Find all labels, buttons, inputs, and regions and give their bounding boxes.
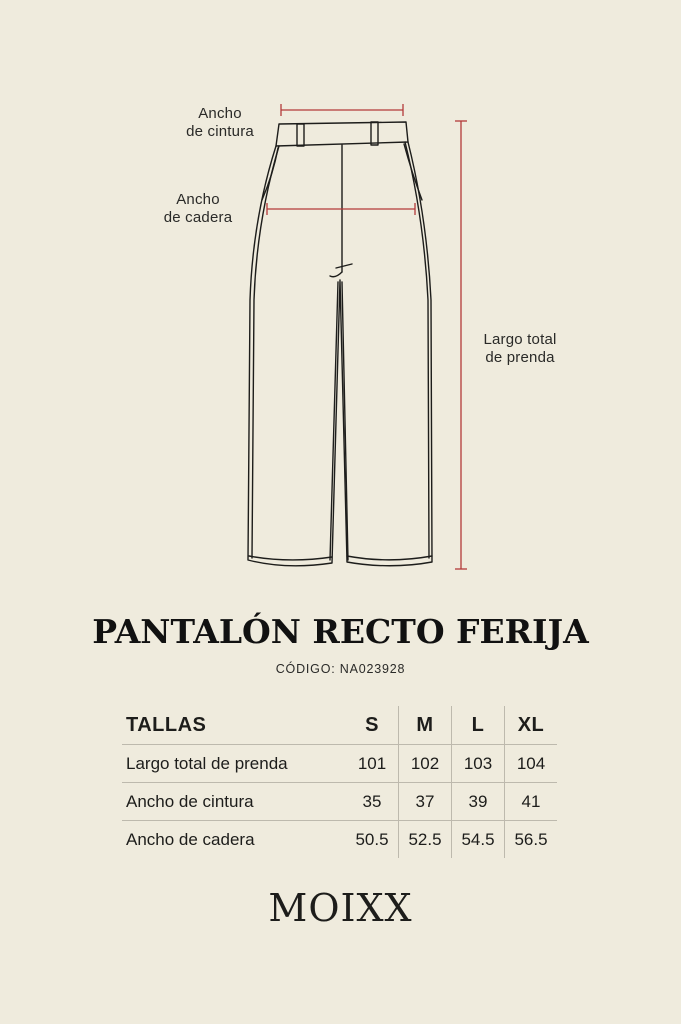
size-table-header	[122, 706, 557, 745]
waistband	[276, 122, 408, 146]
length-label: Largo total de prenda	[483, 331, 557, 366]
cell-value: 35	[346, 783, 399, 821]
cell-value: 52.5	[399, 821, 452, 859]
cell-value: 37	[399, 783, 452, 821]
product-title: PANTALÓN RECTO FERIJA	[92, 612, 589, 651]
row-label: Ancho de cadera	[126, 829, 255, 849]
header-size-xl: XL	[505, 706, 558, 745]
row-label: Largo total de prenda	[122, 745, 346, 783]
pocket-right	[404, 144, 422, 200]
row-label: Ancho de cintura	[122, 783, 346, 821]
header-tallas: TALLAS	[122, 706, 346, 745]
hip-label: Ancho de cadera	[163, 191, 233, 226]
cell-value: 104	[505, 745, 558, 783]
cell-value: 54.5	[452, 821, 505, 859]
cell-value: 103	[452, 745, 505, 783]
brand-logo: MOIXX	[268, 886, 413, 930]
cell-value: 39	[452, 783, 505, 821]
table-row	[122, 745, 557, 783]
table-row	[122, 783, 557, 821]
cell-value: 101	[346, 745, 399, 783]
belt-loop-right	[371, 122, 378, 145]
table-row	[122, 821, 557, 859]
header-size-m: M	[399, 706, 452, 745]
pants-outline	[248, 142, 432, 566]
cell-value: 56.5	[514, 829, 548, 849]
cell-value: 50.5	[346, 821, 399, 859]
header-size-s: S	[346, 706, 399, 745]
belt-loop-left	[297, 124, 304, 146]
cell-value: 102	[399, 745, 452, 783]
cell-value: 41	[505, 783, 558, 821]
waist-label: Ancho de cintura	[186, 105, 254, 140]
size-table	[122, 706, 557, 858]
header-size-l: L	[452, 706, 505, 745]
product-code: CÓDIGO: NA023928	[275, 662, 406, 676]
